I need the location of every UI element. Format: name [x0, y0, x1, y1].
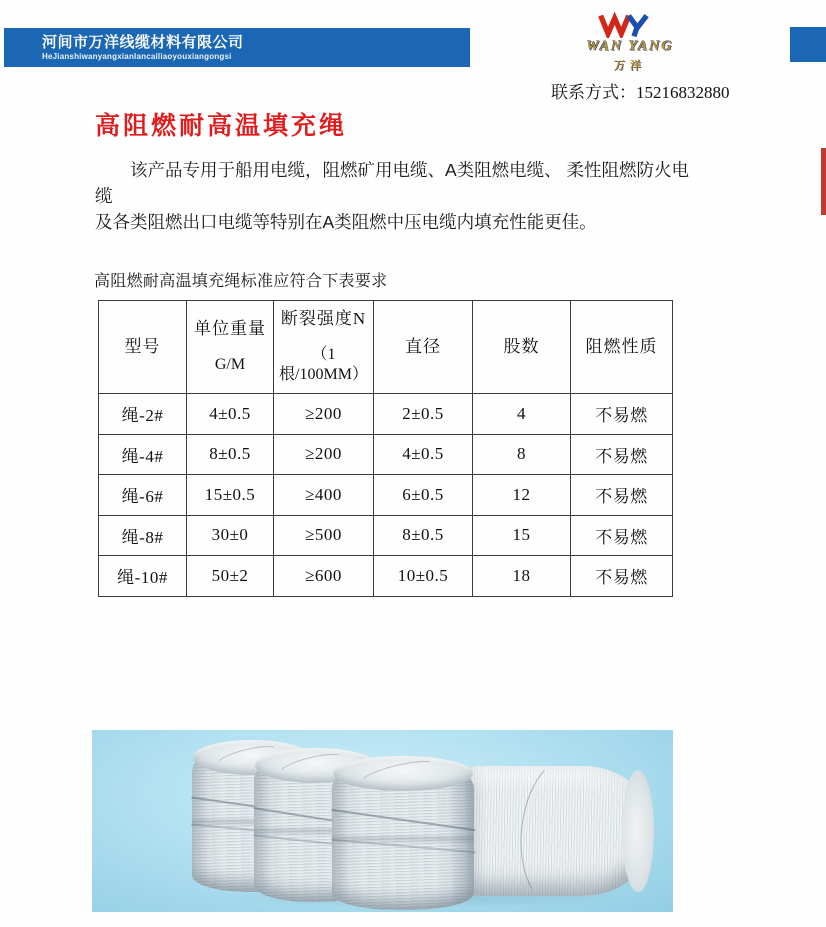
header-subtext: （1根/100MM） [279, 346, 368, 383]
col-header-strands [473, 301, 571, 394]
rope-spool [332, 758, 474, 910]
logo-text-en: WAN YANG [586, 39, 674, 54]
company-name: 河间市万洋线缆材料有限公司 [42, 33, 244, 51]
cell-unit-weight: 50±2 [187, 556, 274, 597]
cell-flame-property: 不易燃 [571, 394, 673, 435]
cell-strands: 15 [473, 515, 571, 556]
table-row [99, 515, 673, 556]
table-header-row [99, 301, 673, 394]
header-blue-block [790, 27, 826, 62]
header-text: 单位重量 [194, 319, 266, 338]
col-header-flame-property [571, 301, 673, 394]
header-text: 断裂强度N [280, 309, 367, 328]
rope-spool-sideways [464, 766, 654, 896]
col-header-model [99, 301, 187, 394]
description-line-1: 该产品专用于船用电缆，阻燃矿用电缆、A类阻燃电缆、 柔性阻燃防火电缆 [95, 160, 690, 206]
rope-spool-top [333, 756, 472, 791]
cell-unit-weight: 30±0 [187, 515, 274, 556]
cell-break-strength: ≥200 [274, 394, 374, 435]
cell-diameter: 6±0.5 [374, 475, 473, 516]
wanyang-wy-monogram-icon [598, 12, 662, 38]
wanyang-logo [582, 12, 678, 73]
cell-flame-property: 不易燃 [571, 515, 673, 556]
product-photo [92, 730, 673, 912]
logo-text-cn: 万洋 [614, 60, 646, 72]
cell-break-strength: ≥600 [274, 556, 374, 597]
contact-number: 15216832880 [636, 83, 730, 102]
cell-strands: 18 [473, 556, 571, 597]
cell-unit-weight: 8±0.5 [187, 434, 274, 475]
cell-flame-property: 不易燃 [571, 556, 673, 597]
company-name-pinyin: HeJianshiwanyangxianlancailiaoyouxiangongsi [42, 51, 232, 61]
cell-model: 绳-6# [99, 475, 187, 516]
page-title: 高阻燃耐高温填充绳 [95, 113, 348, 140]
contact-label: 联系方式： [551, 83, 636, 102]
table-row [99, 475, 673, 516]
header-text: 直径 [405, 337, 441, 356]
page-edge-red-mark [821, 148, 826, 215]
col-header-unit-weight [187, 301, 274, 394]
description-line-2: 及各类阻燃出口电缆等特别在A类阻燃中压电缆内填充性能更佳。 [95, 212, 597, 232]
cell-unit-weight: 4±0.5 [187, 394, 274, 435]
table-row [99, 394, 673, 435]
cell-diameter: 10±0.5 [374, 556, 473, 597]
cell-strands: 12 [473, 475, 571, 516]
col-header-diameter [374, 301, 473, 394]
rope-spool-end [622, 770, 654, 892]
cell-unit-weight: 15±0.5 [187, 475, 274, 516]
cell-model: 绳-8# [99, 515, 187, 556]
table-row [99, 434, 673, 475]
cell-break-strength: ≥500 [274, 515, 374, 556]
spec-table [98, 300, 673, 597]
cell-strands: 4 [473, 394, 571, 435]
cell-flame-property: 不易燃 [571, 475, 673, 516]
cell-diameter: 8±0.5 [374, 515, 473, 556]
contact-phone [551, 78, 730, 103]
company-header-bar [4, 28, 470, 67]
col-header-break-strength [274, 301, 374, 394]
cell-model: 绳-10# [99, 556, 187, 597]
header-text: 型号 [124, 337, 161, 356]
cell-flame-property: 不易燃 [571, 434, 673, 475]
cell-break-strength: ≥200 [274, 434, 374, 475]
header-subtext: G/M [214, 356, 246, 373]
header-text: 股数 [503, 337, 540, 356]
table-row [99, 556, 673, 597]
cell-diameter: 2±0.5 [374, 394, 473, 435]
product-description [95, 157, 695, 235]
cell-model: 绳-2# [99, 394, 187, 435]
cell-diameter: 4±0.5 [374, 434, 473, 475]
cell-break-strength: ≥400 [274, 475, 374, 516]
cell-model: 绳-4# [99, 434, 187, 475]
header-text: 阻燃性质 [585, 337, 658, 356]
cell-strands: 8 [473, 434, 571, 475]
table-caption: 高阻燃耐高温填充绳标准应符合下表要求 [94, 273, 388, 290]
